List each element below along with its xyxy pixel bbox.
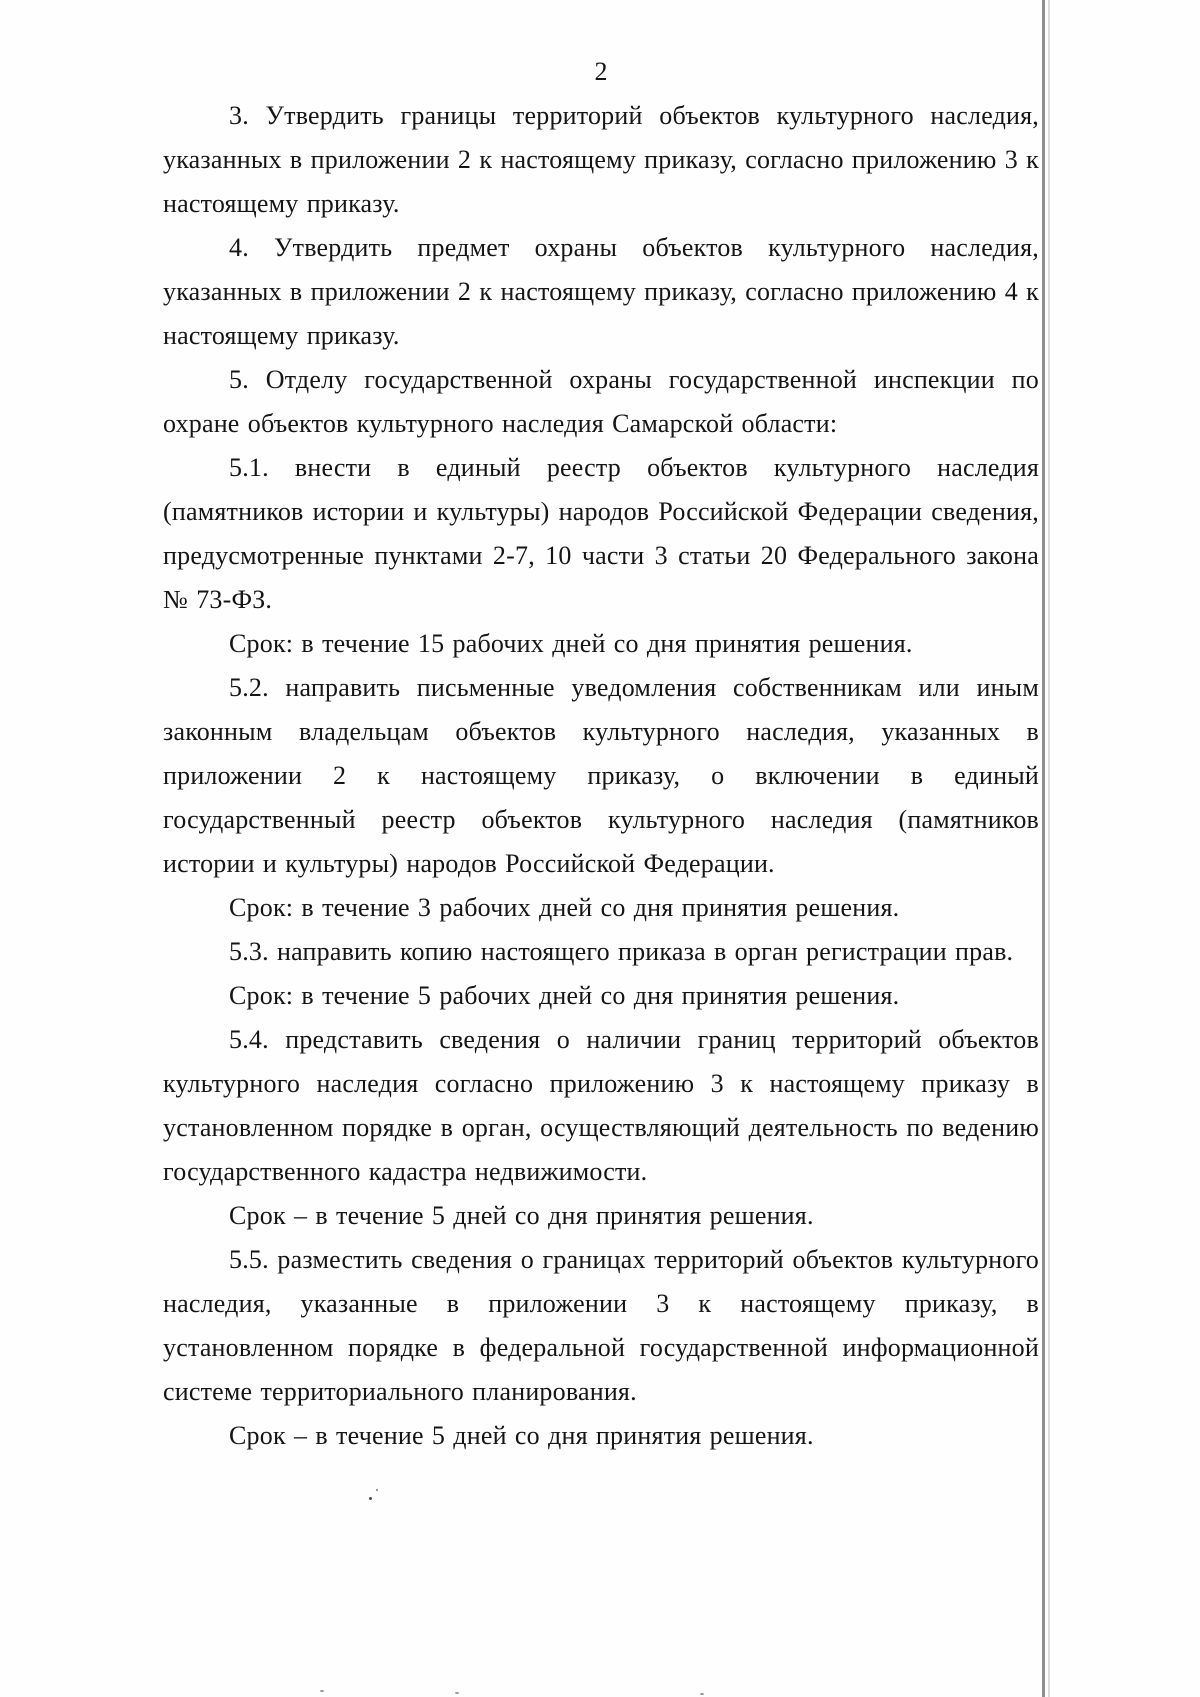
para-item-5: 5. Отделу государственной охраны государственной инспекции по охране объектов культурного наследия Самарской области: bbox=[163, 365, 1039, 438]
scan-speck bbox=[700, 1693, 704, 1695]
para-deadline-5-3: Срок: в течение 5 рабочих дней со дня принятия решения. bbox=[229, 981, 900, 1010]
para-item-5-1: 5.1. внести в единый реестр объектов культурного наследия (памятников истории и культуры) народов Российской Федерации сведения, предусмотренные пунктами 2-7, 10 части 3 статьи 20 Федерального закона № 73-ФЗ. bbox=[163, 453, 1039, 614]
para-deadline-5-2: Срок: в течение 3 рабочих дней со дня принятия решения. bbox=[229, 893, 900, 922]
para-item-5-5: 5.5. разместить сведения о границах территорий объектов культурного наследия, указанные в приложении 3 к настоящему приказу, в установленном порядке в федеральной государственной информационной системе территориального планирования. bbox=[163, 1245, 1039, 1406]
para-item-5-4: 5.4. представить сведения о наличии границ территорий объектов культурного наследия согласно приложению 3 к настоящему приказу в установленном порядке в орган, осуществляющий деятельность по ведению государственного кадастра недвижимости. bbox=[163, 1025, 1039, 1186]
scan-speck bbox=[320, 1690, 324, 1692]
document-text-block bbox=[163, 50, 1039, 1458]
para-item-4: 4. Утвердить предмет охраны объектов культурного наследия, указанных в приложении 2 к настоящему приказу, согласно приложению 4 к настоящему приказу. bbox=[163, 233, 1039, 350]
para-deadline-5-1: Срок: в течение 15 рабочих дней со дня принятия решения. bbox=[229, 629, 913, 658]
scan-artifact-line-light bbox=[1048, 0, 1050, 1697]
para-item-3: 3. Утвердить границы территорий объектов культурного наследия, указанных в приложении 2 к настоящему приказу, согласно приложению 3 к настоящему приказу. bbox=[163, 101, 1039, 218]
scan-artifact-line bbox=[1042, 0, 1045, 1697]
para-deadline-5-5: Срок – в течение 5 дней со дня принятия решения. bbox=[229, 1421, 814, 1450]
scan-speck bbox=[376, 1489, 378, 1491]
para-item-5-2: 5.2. направить письменные уведомления собственникам или иным законным владельцам объектов культурного наследия, указанных в приложении 2 к настоящему приказу, о включении в единый государственный реестр объектов культурного наследия (памятников истории и культуры) народов Российской Федерации. bbox=[163, 673, 1039, 878]
scan-speck bbox=[369, 1497, 372, 1500]
page-number: 2 bbox=[594, 57, 608, 86]
para-deadline-5-4: Срок – в течение 5 дней со дня принятия решения. bbox=[229, 1201, 814, 1230]
para-item-5-3: 5.3. направить копию настоящего приказа в орган регистрации прав. bbox=[229, 937, 1014, 966]
scan-speck bbox=[455, 1692, 459, 1694]
